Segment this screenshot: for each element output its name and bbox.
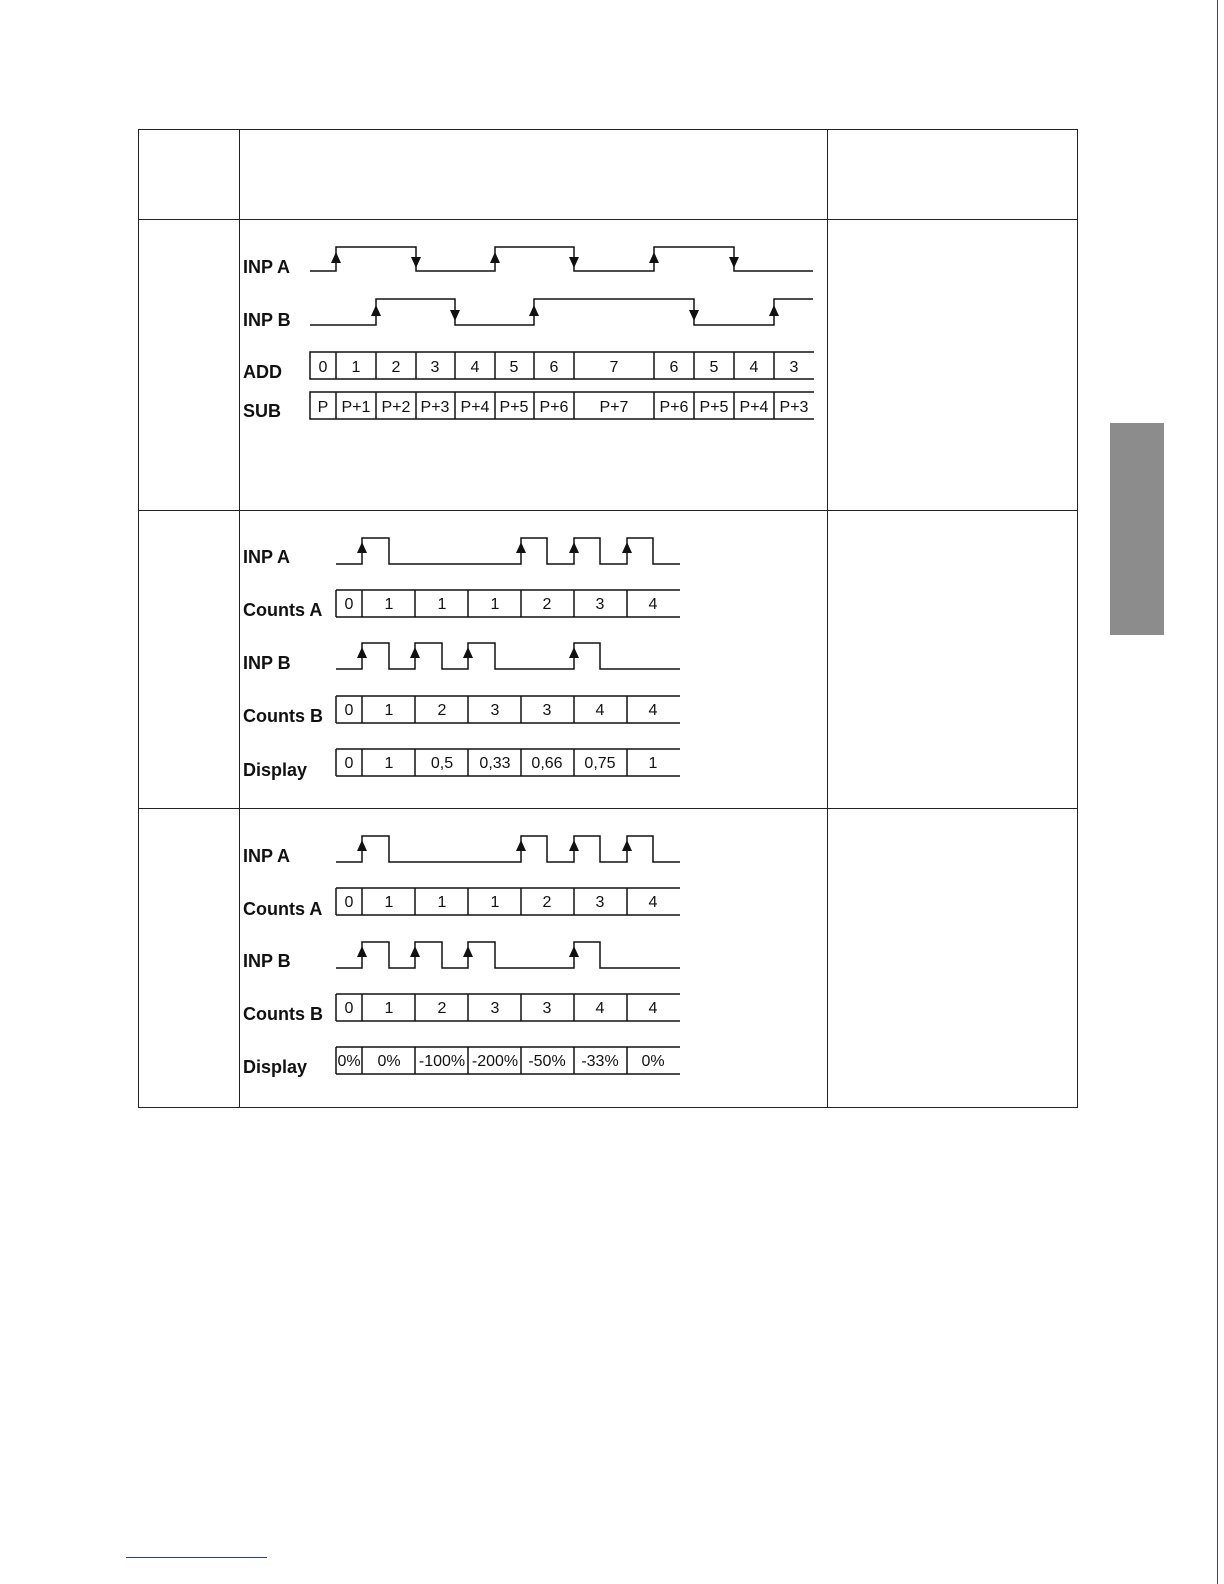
counts-a-value: 3 bbox=[595, 894, 605, 911]
table-row-divider bbox=[139, 510, 1077, 511]
display-value: 0 bbox=[344, 755, 354, 772]
footer-link-underline[interactable] bbox=[126, 1557, 267, 1558]
edge-arrows bbox=[357, 647, 579, 658]
counts-a-value: 1 bbox=[490, 894, 500, 911]
signal-label: INP B bbox=[243, 653, 291, 673]
page-edge-rule bbox=[1217, 0, 1218, 1584]
counts-b-value: 3 bbox=[490, 702, 500, 719]
add-cell-value: 7 bbox=[609, 359, 619, 376]
counts-a-value: 0 bbox=[344, 596, 354, 613]
sub-cell-value: P+7 bbox=[599, 399, 629, 416]
sub-cell-value: P+6 bbox=[659, 399, 689, 416]
timing-diagram-svg bbox=[240, 826, 686, 1084]
counts-a-value: 1 bbox=[384, 596, 394, 613]
section-thumb-tab bbox=[1110, 423, 1164, 635]
sub-cell-value: P+3 bbox=[420, 399, 450, 416]
inp-b-waveform bbox=[336, 942, 680, 968]
add-cell-value: 3 bbox=[789, 359, 799, 376]
add-cell-value: 4 bbox=[470, 359, 480, 376]
counts-b-value: 4 bbox=[595, 1000, 605, 1017]
add-cell-value: 2 bbox=[391, 359, 401, 376]
counts-a-value: 2 bbox=[542, 894, 552, 911]
counts-b-value: 3 bbox=[542, 702, 552, 719]
counts-b-value: 3 bbox=[542, 1000, 552, 1017]
display-value: 1 bbox=[384, 755, 394, 772]
row-label: Display bbox=[243, 1057, 308, 1077]
display-value: 0% bbox=[641, 1053, 665, 1070]
sub-cell-value: P bbox=[317, 399, 329, 416]
display-value: -200% bbox=[471, 1053, 519, 1070]
row-label: Display bbox=[243, 760, 308, 780]
add-cell-value: 3 bbox=[430, 359, 440, 376]
add-cell-value: 1 bbox=[351, 359, 361, 376]
table-row-divider bbox=[139, 808, 1077, 809]
display-value: 0,33 bbox=[479, 755, 511, 772]
timing-diagram-percent bbox=[240, 826, 686, 1084]
row-label: SUB bbox=[243, 401, 282, 421]
timing-diagram-svg bbox=[240, 230, 814, 430]
add-cell-value: 5 bbox=[509, 359, 519, 376]
signal-label: INP A bbox=[243, 547, 291, 567]
timing-diagram-svg bbox=[240, 528, 686, 786]
counts-b-value: 1 bbox=[384, 1000, 394, 1017]
add-cell-value: 0 bbox=[318, 359, 328, 376]
counts-a-value: 3 bbox=[595, 596, 605, 613]
signal-label: INP A bbox=[243, 257, 291, 277]
counts-a-value: 4 bbox=[648, 894, 658, 911]
add-cell-value: 6 bbox=[549, 359, 559, 376]
timing-diagram-add-sub bbox=[240, 230, 814, 430]
signal-label: INP B bbox=[243, 951, 291, 971]
signal-label: INP B bbox=[243, 310, 291, 330]
inp-b-waveform bbox=[310, 299, 813, 325]
counts-a-value: 0 bbox=[344, 894, 354, 911]
row-label: Counts A bbox=[243, 899, 323, 919]
row-label: Counts A bbox=[243, 600, 323, 620]
sub-cell-value: P+2 bbox=[381, 399, 411, 416]
display-value: -100% bbox=[418, 1053, 466, 1070]
add-cell-value: 6 bbox=[669, 359, 679, 376]
edge-arrows bbox=[357, 840, 632, 851]
edge-arrows bbox=[331, 252, 779, 321]
sub-cell-value: P+5 bbox=[499, 399, 529, 416]
counts-a-value: 1 bbox=[490, 596, 500, 613]
counts-b-value: 4 bbox=[595, 702, 605, 719]
counts-a-value: 1 bbox=[437, 596, 447, 613]
counts-b-value: 3 bbox=[490, 1000, 500, 1017]
display-value: 0,66 bbox=[531, 755, 563, 772]
counts-b-value: 0 bbox=[344, 702, 354, 719]
counts-b-value: 2 bbox=[437, 1000, 447, 1017]
counts-b-value: 4 bbox=[648, 702, 658, 719]
counts-b-value: 1 bbox=[384, 702, 394, 719]
display-value: 0,75 bbox=[584, 755, 616, 772]
display-value: 0,5 bbox=[430, 755, 454, 772]
counts-b-value: 2 bbox=[437, 702, 447, 719]
edge-arrows bbox=[357, 946, 579, 957]
table-column-divider bbox=[827, 130, 828, 1107]
sub-cell-value: P+4 bbox=[739, 399, 769, 416]
display-value: 0% bbox=[337, 1053, 361, 1070]
row-label: Counts B bbox=[243, 1004, 323, 1024]
counts-a-value: 1 bbox=[384, 894, 394, 911]
counts-a-value: 1 bbox=[437, 894, 447, 911]
sub-cell-value: P+6 bbox=[539, 399, 569, 416]
sub-cell-value: P+4 bbox=[460, 399, 490, 416]
counts-a-value: 4 bbox=[648, 596, 658, 613]
row-label: Counts B bbox=[243, 706, 323, 726]
sub-cell-value: P+5 bbox=[699, 399, 729, 416]
timing-diagram-ratio bbox=[240, 528, 686, 786]
display-value: 1 bbox=[648, 755, 658, 772]
edge-arrows bbox=[357, 542, 632, 553]
display-value: 0% bbox=[377, 1053, 401, 1070]
counts-b-value: 4 bbox=[648, 1000, 658, 1017]
sub-cell-value: P+3 bbox=[779, 399, 809, 416]
signal-label: INP A bbox=[243, 846, 291, 866]
sub-cell-value: P+1 bbox=[341, 399, 371, 416]
inp-b-waveform bbox=[336, 643, 680, 669]
table-row-divider bbox=[139, 219, 1077, 220]
row-label: ADD bbox=[243, 362, 282, 382]
display-value: -33% bbox=[581, 1053, 619, 1070]
counts-b-value: 0 bbox=[344, 1000, 354, 1017]
add-cell-value: 5 bbox=[709, 359, 719, 376]
counts-a-value: 2 bbox=[542, 596, 552, 613]
add-cell-value: 4 bbox=[749, 359, 759, 376]
display-value: -50% bbox=[528, 1053, 566, 1070]
add-counter-track bbox=[310, 352, 814, 379]
